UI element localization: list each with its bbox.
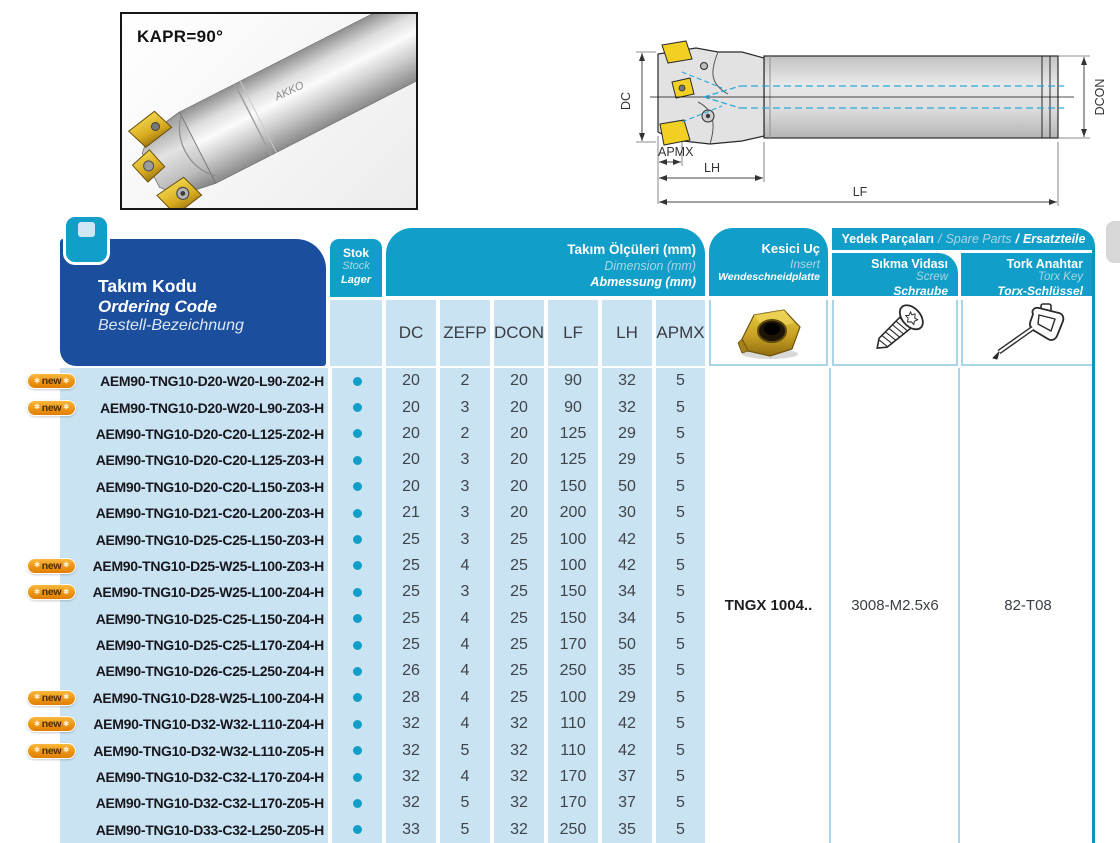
dim-value-zefp: 5 <box>440 790 490 816</box>
dim-value-dc: 32 <box>386 764 436 790</box>
dim-value-dcon: 32 <box>494 737 544 763</box>
new-badge-label: new <box>41 401 62 414</box>
dim-value-apmx: 5 <box>656 606 705 632</box>
dim-value-zefp: 4 <box>440 685 490 711</box>
column-header-lh: LH <box>602 300 652 366</box>
dim-value-lf: 170 <box>548 790 598 816</box>
ordering-code-text: AEM90-TNG10-D25-W25-L100-Z04-H <box>92 584 324 601</box>
dim-value-lf: 125 <box>548 447 598 473</box>
dim-value-zefp: 3 <box>440 474 490 500</box>
ordering-code-text: AEM90-TNG10-D32-W32-L110-Z05-H <box>93 742 324 759</box>
dim-value-lh: 34 <box>602 579 652 605</box>
badge-star-icon: ✱ <box>63 562 69 570</box>
dim-value-lf: 110 <box>548 711 598 737</box>
ordering-code-text: AEM90-TNG10-D25-C25-L150-Z04-H <box>95 610 324 627</box>
badge-star-icon: ✱ <box>34 720 40 728</box>
dim-value-dcon: 25 <box>494 658 544 684</box>
table-row <box>34 394 705 420</box>
dim-value-apmx: 5 <box>656 500 705 526</box>
dim-value-apmx: 5 <box>656 579 705 605</box>
ordering-code-cell <box>60 658 328 684</box>
stock-cell <box>332 368 382 394</box>
table-row <box>60 817 705 843</box>
divider-screw-torx <box>958 368 960 843</box>
spare-parts-header-en: Spare Parts <box>945 232 1012 246</box>
dimension-drawing <box>612 26 1120 218</box>
stock-cell <box>332 579 382 605</box>
dim-value-dc: 20 <box>386 447 436 473</box>
bookmark-tab-icon <box>66 217 107 262</box>
dim-value-lh: 32 <box>602 368 652 394</box>
dim-value-dcon: 25 <box>494 553 544 579</box>
stock-header-de: Lager <box>341 273 371 286</box>
dim-value-dcon: 20 <box>494 394 544 420</box>
new-badge-label: new <box>41 559 62 572</box>
dim-value-dc: 20 <box>386 474 436 500</box>
torx-key-header-tr: Tork Anahtar <box>1006 257 1083 271</box>
stock-dot-icon <box>353 746 362 755</box>
dim-value-lf: 250 <box>548 817 598 843</box>
table-row <box>34 553 705 579</box>
ordering-code-cell <box>60 632 328 658</box>
stock-header <box>330 239 382 297</box>
torx-key-image-cell <box>961 300 1095 366</box>
dim-value-lf: 150 <box>548 474 598 500</box>
stock-dot-icon <box>353 429 362 438</box>
stock-dot-icon <box>353 614 362 623</box>
ordering-code-cell <box>34 737 328 763</box>
stock-cell <box>332 500 382 526</box>
dim-value-lh: 34 <box>602 606 652 632</box>
table-row <box>34 711 705 737</box>
dim-value-zefp: 2 <box>440 368 490 394</box>
stock-header-en: Stock <box>342 260 370 273</box>
new-badge <box>27 558 76 574</box>
dim-value-apmx: 5 <box>656 737 705 763</box>
dim-value-dcon: 32 <box>494 764 544 790</box>
ordering-code-cell <box>60 447 328 473</box>
technical-diagram <box>612 26 1120 218</box>
ordering-code-text: AEM90-TNG10-D21-C20-L200-Z03-H <box>95 505 324 522</box>
ordering-code-cell <box>60 764 328 790</box>
dim-value-apmx: 5 <box>656 553 705 579</box>
ordering-code-text: AEM90-TNG10-D32-W32-L110-Z04-H <box>93 716 324 733</box>
dim-value-apmx: 5 <box>656 790 705 816</box>
dimensions-header-de: Abmessung (mm) <box>590 274 696 289</box>
screw-header-de: Schraube <box>893 283 948 298</box>
dim-value-dc: 25 <box>386 553 436 579</box>
new-badge <box>27 743 76 759</box>
insert-header-de: Wendeschneidplatte <box>718 271 820 284</box>
ordering-code-text: AEM90-TNG10-D20-C20-L125-Z03-H <box>95 452 324 469</box>
divider-insert-screw <box>829 368 831 843</box>
stock-cell <box>332 421 382 447</box>
dim-value-apmx: 5 <box>656 711 705 737</box>
ordering-code-cell <box>60 500 328 526</box>
ordering-code-cell <box>34 579 328 605</box>
dim-value-lh: 50 <box>602 474 652 500</box>
ordering-code-cell <box>60 817 328 843</box>
ordering-code-header-tr: Takım Kodu <box>98 276 197 296</box>
dim-value-lf: 100 <box>548 553 598 579</box>
stock-cell <box>332 447 382 473</box>
dim-value-dc: 25 <box>386 632 436 658</box>
dim-value-lh: 32 <box>602 394 652 420</box>
dim-value-lf: 150 <box>548 579 598 605</box>
spare-parts-header-de: Ersatzteile <box>1022 232 1086 246</box>
new-badge-label: new <box>41 586 62 599</box>
ordering-code-text: AEM90-TNG10-D32-C32-L170-Z04-H <box>95 769 324 786</box>
dim-value-dcon: 25 <box>494 685 544 711</box>
stock-cell <box>332 817 382 843</box>
dim-value-dcon: 20 <box>494 474 544 500</box>
ordering-code-cell <box>34 368 328 394</box>
dim-value-dcon: 20 <box>494 500 544 526</box>
badge-star-icon: ✱ <box>34 588 40 596</box>
table-row <box>60 764 705 790</box>
dim-value-dc: 25 <box>386 526 436 552</box>
dim-value-dc: 20 <box>386 421 436 447</box>
spare-parts-header-tr: Yedek Parçaları <box>841 232 934 246</box>
dim-value-dcon: 25 <box>494 606 544 632</box>
dim-value-apmx: 5 <box>656 685 705 711</box>
table-row <box>60 790 705 816</box>
badge-star-icon: ✱ <box>63 404 69 412</box>
stock-dot-icon <box>353 403 362 412</box>
table-row <box>60 606 705 632</box>
screw-code-cell: 3008-M2.5x6 <box>832 368 958 843</box>
dim-value-lf: 150 <box>548 606 598 632</box>
ordering-code-header-de: Bestell-Bezeichnung <box>98 316 244 334</box>
dim-value-apmx: 5 <box>656 447 705 473</box>
ordering-code-text: AEM90-TNG10-D26-C25-L250-Z04-H <box>95 663 324 680</box>
stock-cell <box>332 658 382 684</box>
new-badge <box>27 584 76 600</box>
dim-value-dc: 32 <box>386 711 436 737</box>
dim-value-dc: 25 <box>386 606 436 632</box>
spare-parts-separator: / <box>1015 232 1019 246</box>
stock-dot-icon <box>353 561 362 570</box>
column-header-lf: LF <box>548 300 598 366</box>
dimensions-header-en: Dimension (mm) <box>604 258 696 273</box>
dim-value-dcon: 20 <box>494 447 544 473</box>
insert-image-cell <box>709 300 828 366</box>
table-rows <box>34 368 705 843</box>
dim-value-zefp: 3 <box>440 447 490 473</box>
dc-label: DC <box>619 91 633 111</box>
ordering-code-text: AEM90-TNG10-D20-C20-L125-Z02-H <box>95 425 324 442</box>
stock-dot-icon <box>353 799 362 808</box>
badge-star-icon: ✱ <box>63 720 69 728</box>
ordering-code-cell <box>60 606 328 632</box>
stock-dot-icon <box>353 377 362 386</box>
insert-header-tr: Kesici Uç <box>761 241 820 256</box>
dimensions-header-tr: Takım Ölçüleri (mm) <box>567 242 696 257</box>
ordering-code-cell <box>60 474 328 500</box>
dim-value-lf: 100 <box>548 526 598 552</box>
badge-star-icon: ✱ <box>63 377 69 385</box>
stock-header-tr: Stok <box>342 246 369 260</box>
column-header-dc: DC <box>386 300 436 366</box>
screw-header <box>832 253 958 296</box>
dim-value-zefp: 4 <box>440 658 490 684</box>
dim-value-lh: 42 <box>602 526 652 552</box>
stock-dot-icon <box>353 825 362 834</box>
dim-value-dcon: 25 <box>494 632 544 658</box>
ordering-code-header-en: Ordering Code <box>98 296 218 316</box>
dim-value-dc: 20 <box>386 368 436 394</box>
stock-cell <box>332 394 382 420</box>
badge-star-icon: ✱ <box>34 747 40 755</box>
dim-value-apmx: 5 <box>656 474 705 500</box>
dim-value-zefp: 3 <box>440 394 490 420</box>
dim-value-apmx: 5 <box>656 368 705 394</box>
ordering-code-text: AEM90-TNG10-D25-C25-L150-Z03-H <box>95 531 324 548</box>
stock-cell <box>332 526 382 552</box>
dim-value-zefp: 3 <box>440 500 490 526</box>
new-badge-label: new <box>41 718 62 731</box>
stock-header-blank-cell <box>330 300 382 366</box>
screw-header-en: Screw <box>916 271 948 284</box>
ordering-code-cell <box>34 685 328 711</box>
dim-value-dcon: 25 <box>494 526 544 552</box>
dim-value-dcon: 32 <box>494 790 544 816</box>
dim-value-dc: 25 <box>386 579 436 605</box>
dim-value-zefp: 3 <box>440 579 490 605</box>
spare-parts-separator: / <box>937 232 942 246</box>
spare-parts-header <box>832 228 1095 250</box>
torx-key-header-de: Torx-Schlüssel <box>997 283 1083 298</box>
svg-text:AKKO: AKKO <box>273 79 306 104</box>
dimension-column-headers <box>386 300 705 366</box>
table-row <box>60 500 705 526</box>
ordering-code-text: AEM90-TNG10-D32-C32-L170-Z05-H <box>95 795 324 812</box>
dim-value-zefp: 4 <box>440 764 490 790</box>
dim-value-lf: 90 <box>548 394 598 420</box>
stock-dot-icon <box>353 509 362 518</box>
table-row <box>60 632 705 658</box>
torx-key-header-en: Torx Key <box>1038 271 1083 284</box>
ordering-code-cell <box>34 394 328 420</box>
stock-cell <box>332 737 382 763</box>
stock-dot-icon <box>353 456 362 465</box>
stock-dot-icon <box>353 535 362 544</box>
dim-value-zefp: 4 <box>440 553 490 579</box>
dim-value-lh: 42 <box>602 711 652 737</box>
dim-value-lf: 100 <box>548 685 598 711</box>
new-badge <box>27 400 76 416</box>
dim-value-lh: 29 <box>602 421 652 447</box>
dim-value-lh: 35 <box>602 817 652 843</box>
dim-value-lh: 37 <box>602 764 652 790</box>
dim-value-lh: 30 <box>602 500 652 526</box>
dim-value-zefp: 4 <box>440 711 490 737</box>
stock-dot-icon <box>353 693 362 702</box>
dim-value-lf: 170 <box>548 632 598 658</box>
dim-value-zefp: 5 <box>440 817 490 843</box>
dim-value-apmx: 5 <box>656 764 705 790</box>
ordering-code-cell <box>60 790 328 816</box>
stock-cell <box>332 553 382 579</box>
dim-value-lh: 42 <box>602 553 652 579</box>
product-photo-panel <box>120 12 418 210</box>
stock-dot-icon <box>353 720 362 729</box>
dim-value-dcon: 20 <box>494 368 544 394</box>
ordering-code-cell <box>60 526 328 552</box>
stock-dot-icon <box>353 773 362 782</box>
dim-value-dc: 32 <box>386 737 436 763</box>
badge-star-icon: ✱ <box>63 694 69 702</box>
dim-value-apmx: 5 <box>656 394 705 420</box>
kapr-label: KAPR=90° <box>137 27 224 46</box>
dim-value-dc: 33 <box>386 817 436 843</box>
dim-value-lf: 90 <box>548 368 598 394</box>
column-header-zefp: ZEFP <box>440 300 490 366</box>
dimensions-header <box>386 228 705 296</box>
dim-value-dc: 21 <box>386 500 436 526</box>
table-row <box>60 658 705 684</box>
dim-value-dc: 32 <box>386 790 436 816</box>
badge-star-icon: ✱ <box>34 694 40 702</box>
ordering-code-text: AEM90-TNG10-D33-C32-L250-Z05-H <box>95 821 324 838</box>
table-row <box>34 579 705 605</box>
new-badge <box>27 716 76 732</box>
dim-value-zefp: 3 <box>440 526 490 552</box>
table-row <box>60 474 705 500</box>
badge-star-icon: ✱ <box>34 562 40 570</box>
dim-value-dc: 20 <box>386 394 436 420</box>
new-badge-label: new <box>41 375 62 388</box>
dim-value-apmx: 5 <box>656 421 705 447</box>
dim-value-lh: 37 <box>602 790 652 816</box>
dim-value-zefp: 2 <box>440 421 490 447</box>
table-row <box>60 526 705 552</box>
dim-value-zefp: 4 <box>440 606 490 632</box>
insert-header-en: Insert <box>789 256 820 271</box>
stock-dot-icon <box>353 482 362 491</box>
dim-value-zefp: 5 <box>440 737 490 763</box>
ordering-code-text: AEM90-TNG10-D25-C25-L170-Z04-H <box>95 637 324 654</box>
table-row <box>34 368 705 394</box>
ordering-code-text: AEM90-TNG10-D20-W20-L90-Z03-H <box>100 399 324 416</box>
badge-star-icon: ✱ <box>34 404 40 412</box>
column-header-dcon: DCON <box>494 300 544 366</box>
torx-key-header <box>961 253 1095 296</box>
new-badge-label: new <box>41 691 62 704</box>
dim-value-lh: 50 <box>602 632 652 658</box>
stock-cell <box>332 764 382 790</box>
ordering-code-text: AEM90-TNG10-D20-C20-L150-Z03-H <box>95 478 324 495</box>
stock-dot-icon <box>353 641 362 650</box>
ordering-code-text: AEM90-TNG10-D28-W25-L100-Z04-H <box>92 689 324 706</box>
dim-value-apmx: 5 <box>656 526 705 552</box>
dim-value-dcon: 32 <box>494 711 544 737</box>
dim-value-lf: 250 <box>548 658 598 684</box>
dim-value-apmx: 5 <box>656 817 705 843</box>
dim-value-lh: 42 <box>602 737 652 763</box>
dcon-label: DCON <box>1093 78 1107 116</box>
dim-value-lf: 200 <box>548 500 598 526</box>
lh-label: LH <box>704 161 720 175</box>
torx-code-cell: 82-T08 <box>961 368 1095 843</box>
screw-header-tr: Sıkma Vidası <box>871 257 948 271</box>
badge-star-icon: ✱ <box>34 377 40 385</box>
torx-key-image <box>983 302 1073 362</box>
stock-dot-icon <box>353 588 362 597</box>
table-right-border <box>1092 248 1095 843</box>
column-header-apmx: APMX <box>656 300 705 366</box>
table-row <box>34 685 705 711</box>
stock-dot-icon <box>353 667 362 676</box>
insert-header <box>709 228 828 296</box>
apmx-label: APMX <box>658 145 694 159</box>
table-row <box>60 447 705 473</box>
dim-value-lh: 29 <box>602 447 652 473</box>
new-badge-label: new <box>41 744 62 757</box>
ordering-code-text: AEM90-TNG10-D25-W25-L100-Z03-H <box>92 557 324 574</box>
dim-value-lh: 29 <box>602 685 652 711</box>
dim-value-lh: 35 <box>602 658 652 684</box>
dim-value-zefp: 4 <box>440 632 490 658</box>
screw-image-cell <box>832 300 958 366</box>
stock-cell <box>332 474 382 500</box>
dim-value-lf: 170 <box>548 764 598 790</box>
lf-label: LF <box>852 185 868 199</box>
dim-value-dcon: 25 <box>494 579 544 605</box>
ordering-code-cell <box>34 553 328 579</box>
dim-value-lf: 110 <box>548 737 598 763</box>
dim-value-apmx: 5 <box>656 632 705 658</box>
screw-image <box>852 302 938 362</box>
insert-image <box>728 303 810 361</box>
new-badge <box>27 373 76 389</box>
badge-star-icon: ✱ <box>63 588 69 596</box>
page-edge-tab <box>1106 221 1120 263</box>
stock-cell <box>332 632 382 658</box>
ordering-code-text: AEM90-TNG10-D20-W20-L90-Z02-H <box>100 373 324 390</box>
stock-cell <box>332 711 382 737</box>
dim-value-lf: 125 <box>548 421 598 447</box>
ordering-code-cell <box>34 711 328 737</box>
table-row <box>60 421 705 447</box>
stock-cell <box>332 685 382 711</box>
insert-code-cell: TNGX 1004.. <box>709 368 828 843</box>
dim-value-dcon: 32 <box>494 817 544 843</box>
stock-cell <box>332 790 382 816</box>
stock-cell <box>332 606 382 632</box>
dim-value-dc: 28 <box>386 685 436 711</box>
new-badge <box>27 690 76 706</box>
badge-star-icon: ✱ <box>63 747 69 755</box>
dim-value-dc: 26 <box>386 658 436 684</box>
ordering-code-cell <box>60 421 328 447</box>
dim-value-apmx: 5 <box>656 658 705 684</box>
dim-value-dcon: 20 <box>494 421 544 447</box>
table-row <box>34 737 705 763</box>
